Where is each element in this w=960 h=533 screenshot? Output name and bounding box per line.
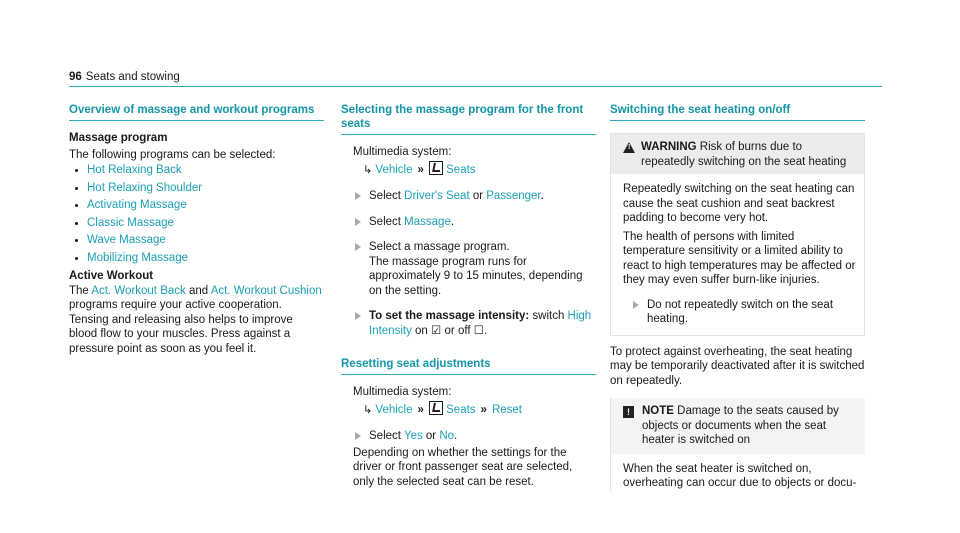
nav-vehicle[interactable]: Vehicle — [375, 163, 413, 176]
program-item[interactable]: Wave Massage — [69, 232, 324, 250]
reset-description: Depending on whether the settings for the driver or front passenger seat are selected, only the selected seat can be reset. — [353, 446, 573, 488]
chevron-right-icon: » — [417, 163, 424, 176]
checkbox-empty-icon: ☐ — [473, 324, 485, 337]
option-drivers-seat[interactable]: Driver's Seat — [404, 190, 470, 202]
step-intensity: To set the massage intensity: switch High Intensity on ☑ or off ☐. — [353, 309, 596, 338]
program-item[interactable]: Hot Relaxing Shoulder — [69, 180, 324, 198]
nav-seats[interactable]: Seats — [446, 163, 476, 176]
program-list — [69, 162, 324, 267]
page-header — [69, 70, 180, 85]
multimedia-label: Multimedia system: — [353, 146, 452, 158]
reset-title: Resetting seat adjustments — [341, 357, 596, 375]
column-massage-select — [341, 103, 596, 489]
nav-arrow-icon: ↳ — [363, 163, 373, 176]
seat-heating-title: Switching the seat heating on/off — [610, 103, 865, 121]
program-item[interactable]: Activating Massage — [69, 197, 324, 215]
column-massage-overview — [69, 103, 324, 356]
workout-text: The Act. Workout Back and Act. Workout Cushion programs require your active cooperation. Tensing and releasing also helps to improve blood flow to your muscles. Press against a pressure point as soon as you feel it. — [69, 284, 322, 355]
seat-icon — [429, 401, 443, 415]
note-label: NOTE — [642, 405, 674, 417]
note-body: When the seat heater is switched on, overheating can occur due to objects or docu- — [623, 462, 857, 489]
reset-nav-path — [363, 401, 596, 418]
warning-icon: ! — [623, 142, 635, 153]
step-select-massage: Select Massage. — [353, 215, 596, 230]
step-reset-select: Select Yes or No. — [353, 429, 596, 444]
option-passenger[interactable]: Passenger — [486, 190, 541, 202]
checkbox-checked-icon: ☑ — [431, 324, 442, 337]
option-no[interactable]: No — [439, 430, 455, 442]
step-select-seat: Select Driver's Seat or Passenger. — [353, 189, 596, 204]
massage-program-heading: Massage program — [69, 132, 168, 144]
workout-cushion-link[interactable]: Act. Workout Cushion — [210, 284, 322, 297]
workout-back-link[interactable]: Act. Workout Back — [91, 284, 186, 297]
step-select-program: Select a massage program. The massage program runs for approximately 9 to 15 minutes, depending on the setting. — [353, 240, 596, 298]
chevron-right-icon: » — [480, 403, 487, 416]
program-item[interactable]: Mobilizing Massage — [69, 250, 324, 268]
option-yes[interactable]: Yes — [403, 430, 423, 442]
overheat-protection-text: To protect against overheating, the seat heating may be temporarily deactivated after it is switched on repeatedly. — [610, 345, 865, 387]
select-massage-title: Selecting the massage program for the front seats — [341, 103, 596, 135]
active-workout-heading: Active Workout — [69, 270, 154, 282]
warning-body — [611, 174, 864, 335]
option-high-intensity[interactable]: High Intensity — [369, 310, 592, 337]
nav-path — [363, 161, 596, 178]
page-number: 96 — [69, 71, 82, 83]
nav-vehicle[interactable]: Vehicle — [375, 403, 413, 416]
nav-arrow-icon: ↳ — [363, 403, 373, 416]
programs-intro: The following programs can be selected: — [69, 148, 276, 161]
program-item[interactable]: Hot Relaxing Back — [69, 162, 324, 180]
section-title: Seats and stowing — [85, 71, 180, 83]
note-header: ! NOTE Damage to the seats caused by objects or documents when the seat heater is switched on — [611, 398, 865, 454]
warning-header: ! WARNING Risk of burns due to repeatedly switching on the seat heating — [611, 134, 864, 174]
nav-reset[interactable]: Reset — [491, 403, 522, 416]
warning-step: Do not repeatedly switch on the seat heating. — [631, 298, 856, 327]
warning-paragraph: Repeatedly switching on the seat heating can cause the seat cushion and seat backrest padding to become very hot. — [623, 183, 855, 224]
chevron-right-icon: » — [417, 403, 424, 416]
seat-icon — [429, 161, 443, 175]
header-rule — [69, 86, 882, 87]
note-icon: ! — [623, 406, 634, 418]
nav-seats[interactable]: Seats — [446, 403, 476, 416]
column-seat-heating — [610, 103, 865, 491]
program-item[interactable]: Classic Massage — [69, 215, 324, 233]
overview-title: Overview of massage and workout programs — [69, 103, 324, 121]
note-box — [610, 398, 865, 491]
warning-box — [610, 133, 865, 336]
option-massage[interactable]: Massage — [404, 215, 451, 228]
warning-label: WARNING — [641, 141, 697, 153]
warning-paragraph: The health of persons with limited temperature sensitivity or a limited ability to react to high temperatures may be affected or they may even suffer burn-like injuries. — [623, 230, 856, 286]
reset-multimedia-label: Multimedia system: — [353, 386, 452, 398]
